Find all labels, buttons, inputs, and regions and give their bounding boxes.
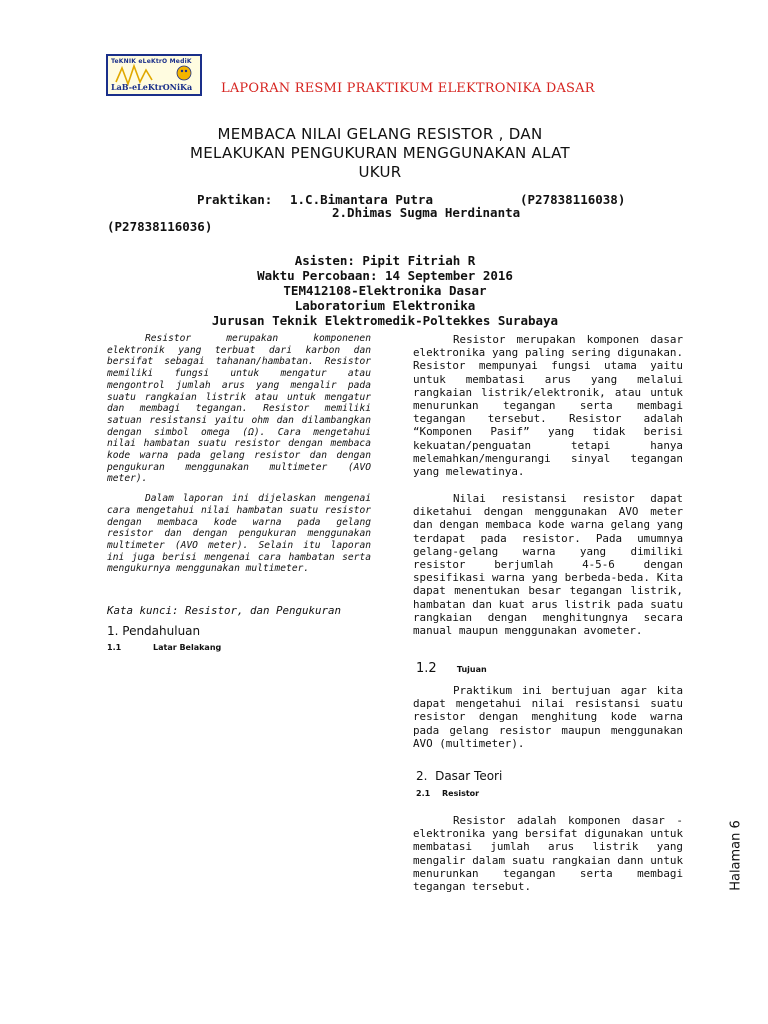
author-1: 1.C.Bimantara Putra — [290, 192, 433, 207]
affiliation-block — [150, 253, 620, 328]
subsection-heading-tujuan — [416, 657, 487, 676]
subsection-title: Tujuan — [456, 665, 487, 674]
subsection-number: 1.2 — [416, 661, 437, 676]
subsection-number: 2.1 — [416, 789, 431, 798]
waktu-percobaan: Waktu Percobaan: 14 September 2016 — [257, 268, 513, 283]
author-2: 2.Dhimas Sugma Herdinanta — [332, 205, 521, 220]
course-code: TEM412108-Elektronika Dasar — [283, 283, 487, 298]
subsection-title: Resistor — [442, 789, 480, 798]
lab-logo — [106, 54, 202, 96]
page-number — [726, 818, 746, 898]
subsection-heading-latar-belakang — [107, 643, 221, 652]
right-paragraph-3 — [413, 684, 683, 750]
abstract-paragraph-2: Dalam laporan ini dijelaskan mengenai cara mengetahui nilai hambatan suatu resistor dengan membaca kode warna pada gelang resistor dan dengan pengukuran menggunakan multimeter (AVO meter). Selain itu laporan ini juga berisi mengenai cara hambatan serta mengukurnya menggunakan multimeter. — [107, 493, 371, 575]
abstract — [107, 333, 371, 583]
laboratory: Laboratorium Elektronika — [294, 298, 476, 313]
right-paragraph-2 — [413, 492, 683, 637]
logo-bottom-text: LaB-eLeKtrONiKa — [111, 82, 193, 92]
subsection-title: Latar Belakang — [153, 643, 222, 652]
title-line-1: MEMBACA NILAI GELANG RESISTOR , DAN — [217, 125, 543, 143]
title-line-3: UKUR — [358, 163, 402, 181]
logo-top-text: TeKNIK eLeKtrO MediK — [111, 58, 192, 65]
author-1-id: (P27838116038) — [520, 192, 626, 207]
abstract-paragraph-1: Resistor merupakan komponenen elektronik yang terbuat dari karbon dan bersifat sebagai tahanan/hambatan. Resistor memiliki fungsi untuk mengatur atau mengontrol jumlah arus yang mengalir pada suatu rangkaian listrik atau untuk mengatur dan membagi tegangan. Resistor memiliki satuan resistansi yaitu ohm dan dilambangkan dengan simbol omega (Ω). Cara mengetahui nilai hambatan suatu resistor dengan membaca kode warna pada gelang resistor dan dengan pengukuran menggunakan multimeter (AVO meter). — [107, 333, 371, 485]
title-line-2: MELAKUKAN PENGUKURAN MENGGUNAKAN ALAT — [190, 144, 570, 162]
subsection-heading-resistor — [416, 789, 479, 798]
right-paragraph-1 — [413, 333, 683, 478]
paragraph-text: Praktikum ini bertujuan agar kita dapat mengetahui nilai resistansi suatu resistor dengan menghitung kode warna pada gelang resistor maupun menggunakan AVO (multimeter). — [413, 684, 683, 750]
keywords: Kata kunci: Resistor, dan Pengukuran — [107, 604, 342, 617]
praktikan-label: Praktikan: — [197, 192, 273, 207]
paragraph-text: Resistor adalah komponen dasar - elektronika yang bersifat digunakan untuk membatasi jumlah arus listrik yang mengalir dalam suatu rangkaian dann untuk menurunkan tegangan serta membagi tegangan tersebut. — [413, 814, 683, 894]
author-2-id: (P27838116036) — [107, 219, 213, 234]
paragraph-text: Resistor merupakan komponen dasar elektronika yang paling sering digunakan. Resistor mempunyai fungsi utama yaitu untuk membatasi arus yang melalui rangkaian listrik/elektronik, atau untuk menurunkan tegangan serta membagi tegangan tersebut. Resistor adalah “Komponen Pasif” yang tidak berisi kekuatan/penguatan tetapi hanya melemahkan/mengurangi sinyal tegangan yang melewatinya. — [413, 333, 683, 479]
paper-title — [120, 125, 640, 182]
right-paragraph-4 — [413, 814, 683, 893]
report-header-title: LAPORAN RESMI PRAKTIKUM ELEKTRONIKA DASAR — [221, 81, 595, 96]
subsection-number: 1.1 — [107, 643, 122, 652]
section-heading-pendahuluan: 1. Pendahuluan — [107, 624, 201, 638]
department: Jurusan Teknik Elektromedik-Poltekkes Surabaya — [211, 313, 559, 328]
section-heading-dasar-teori: 2. Dasar Teori — [416, 769, 503, 783]
asisten: Asisten: Pipit Fitriah R — [294, 253, 476, 268]
page-number-text: Halaman 6 — [728, 820, 744, 891]
paragraph-text: Nilai resistansi resistor dapat diketahui dengan menggunakan AVO meter dan dengan membaca kode warna gelang yang terdapat pada resistor. Pada umumnya gelang-gelang warna yang dimiliki resistor berjumlah 4-5-6 dengan spesifikasi warna yang berbeda-beda. Kita dapat menentukan besar tegangan listrik, hambatan dan kuat arus listrik pada suatu rangkaian dengan menghitungnya secara manual maupun menggunakan avometer. — [413, 492, 683, 638]
